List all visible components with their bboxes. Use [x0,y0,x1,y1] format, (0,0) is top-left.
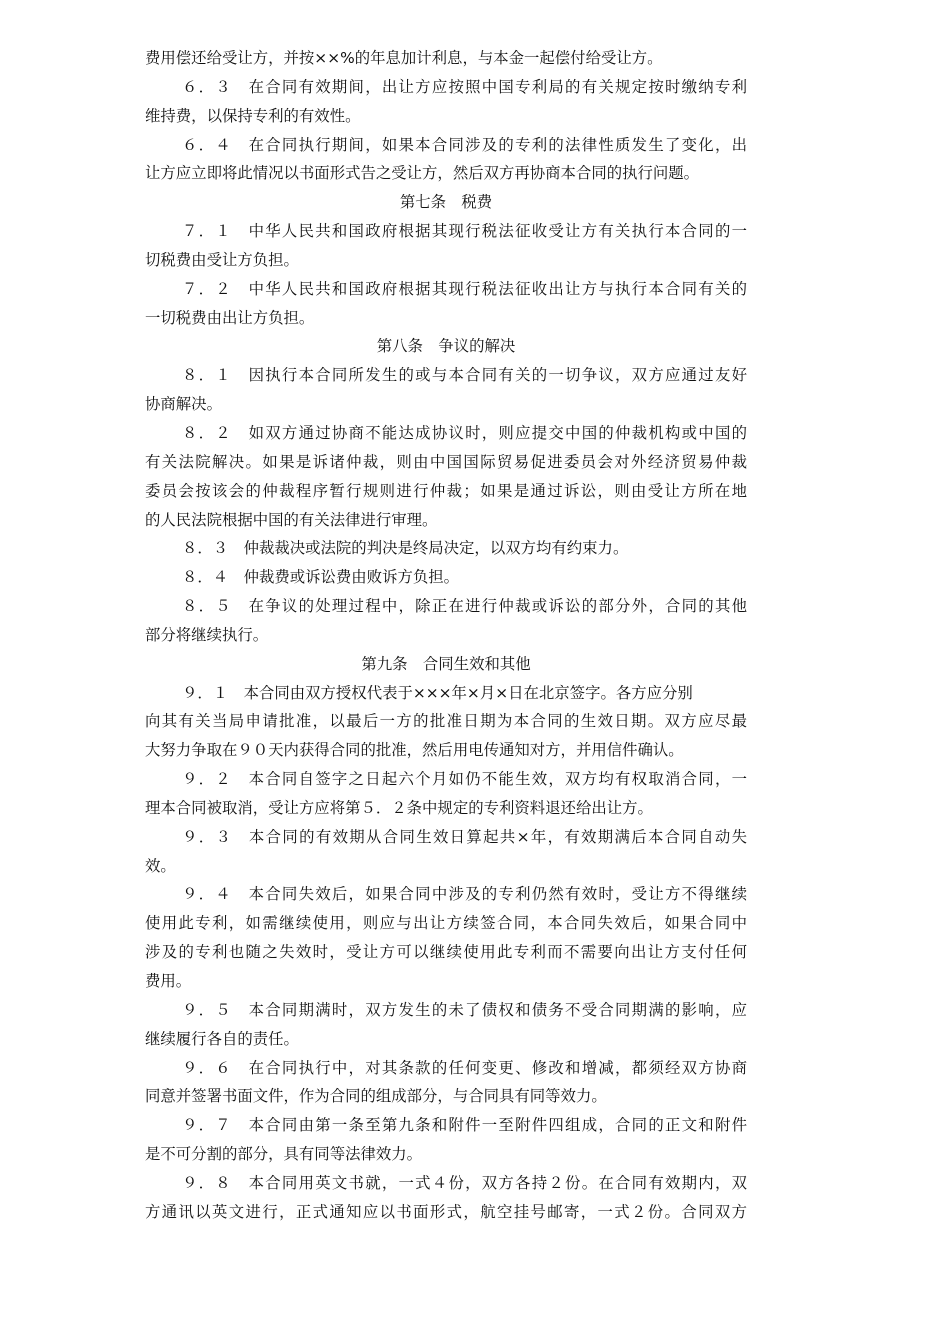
text-line: 是不可分割的部分，具有同等法律效力。 [145,1145,423,1164]
text-line: 方通讯以英文进行，正式通知应以书面形式，航空挂号邮寄，一式２份。合同双方 [145,1202,747,1221]
text-line: 理本合同被取消，受让方应将第５．２条中规定的专利资料退还给出让方。 [145,798,653,817]
text-line: 协商解决。 [145,395,222,414]
text-line: 维持费，以保持专利的有效性。 [145,106,361,125]
article-heading: 第八条 争议的解决 [376,337,516,356]
text-line: 切税费由受让方负担。 [145,250,299,269]
text-line: ７．１ 中华人民共和国政府根据其现行税法征收受让方有关执行本合同的一 [182,222,747,241]
text-line: ９．４ 本合同失效后，如果合同中涉及的专利仍然有效时，受让方不得继续 [182,885,747,904]
text-line: 同意并签署书面文件，作为合同的组成部分，与合同具有同等效力。 [145,1087,607,1106]
text-line: 向其有关当局申请批准，以最后一方的批准日期为本合同的生效日期。双方应尽最 [145,712,747,731]
text-line: 让方应立即将此情况以书面形式告之受让方，然后双方再协商本合同的执行问题。 [145,164,700,183]
text-line: 费用偿还给受让方，并按××%的年息加计利息，与本金一起偿付给受让方。 [145,49,663,67]
text-line: ８．２ 如双方通过协商不能达成协议时，则应提交中国的仲裁机构或中国的 [182,423,747,442]
text-line: 使用此专利，如需继续使用，则应与出让方续签合同，本合同失效后，如果合同中 [145,914,747,933]
text-line: ８．５ 在争议的处理过程中，除正在进行仲裁或诉讼的部分外，合同的其他 [182,597,747,616]
text-line: ９．２ 本合同自签字之日起六个月如仍不能生效，双方均有权取消合同，一 [182,770,747,789]
text-line: ７．２ 中华人民共和国政府根据其现行税法征收出让方与执行本合同有关的 [182,279,747,298]
text-line: ９．６ 在合同执行中，对其条款的任何变更、修改和增减，都须经双方协商 [182,1058,747,1077]
text-line: ９．７ 本合同由第一条至第九条和附件一至附件四组成，合同的正文和附件 [182,1116,747,1135]
text-line: ９．３ 本合同的有效期从合同生效日算起共×年，有效期满后本合同自动失 [182,827,747,846]
text-line: 继续履行各自的责任。 [145,1029,299,1048]
text-line: ６．４ 在合同执行期间，如果本合同涉及的专利的法律性质发生了变化，出 [182,135,747,154]
text-line: ８．４ 仲裁费或诉讼费由败诉方负担。 [182,568,460,587]
text-line: 一切税费由出让方负担。 [145,308,315,327]
text-line: 部分将继续执行。 [145,625,269,644]
text-line: ６．３ 在合同有效期间，出让方应按照中国专利局的有关规定按时缴纳专利 [182,77,747,96]
text-line: 涉及的专利也随之失效时，受让方可以继续使用此专利而不需要向出让方支付任何 [145,943,747,962]
text-line: ９．５ 本合同期满时，双方发生的未了债权和债务不受合同期满的影响，应 [182,1000,747,1019]
text-line: ８．３ 仲裁裁决或法院的判决是终局决定，以双方均有约束力。 [182,539,629,558]
text-line: 有关法院解决。如果是诉诸仲裁，则由中国国际贸易促进委员会对外经济贸易仲裁 [145,452,747,471]
text-line: ９．１ 本合同由双方授权代表于×××年×月×日在北京签字。各方应分别 [182,683,693,702]
text-line: 委员会按该会的仲裁程序暂行规则进行仲裁；如果是通过诉讼，则由受让方所在地 [145,481,747,500]
text-line: 效。 [145,856,176,875]
text-line: 大努力争取在９０天内获得合同的批准，然后用电传通知对方，并用信件确认。 [145,741,684,760]
contract-text-body [145,44,747,1227]
article-heading: 第九条 合同生效和其他 [361,654,531,673]
article-heading: 第七条 税费 [399,193,493,212]
text-line: ８．１ 因执行本合同所发生的或与本合同有关的一切争议，双方应通过友好 [182,366,747,385]
text-line: 的人民法院根据中国的有关法律进行审理。 [145,510,438,529]
text-line: 费用。 [145,972,192,990]
text-line: ９．８ 本合同用英文书就，一式４份，双方各持２份。在合同有效期内，双 [182,1173,747,1192]
